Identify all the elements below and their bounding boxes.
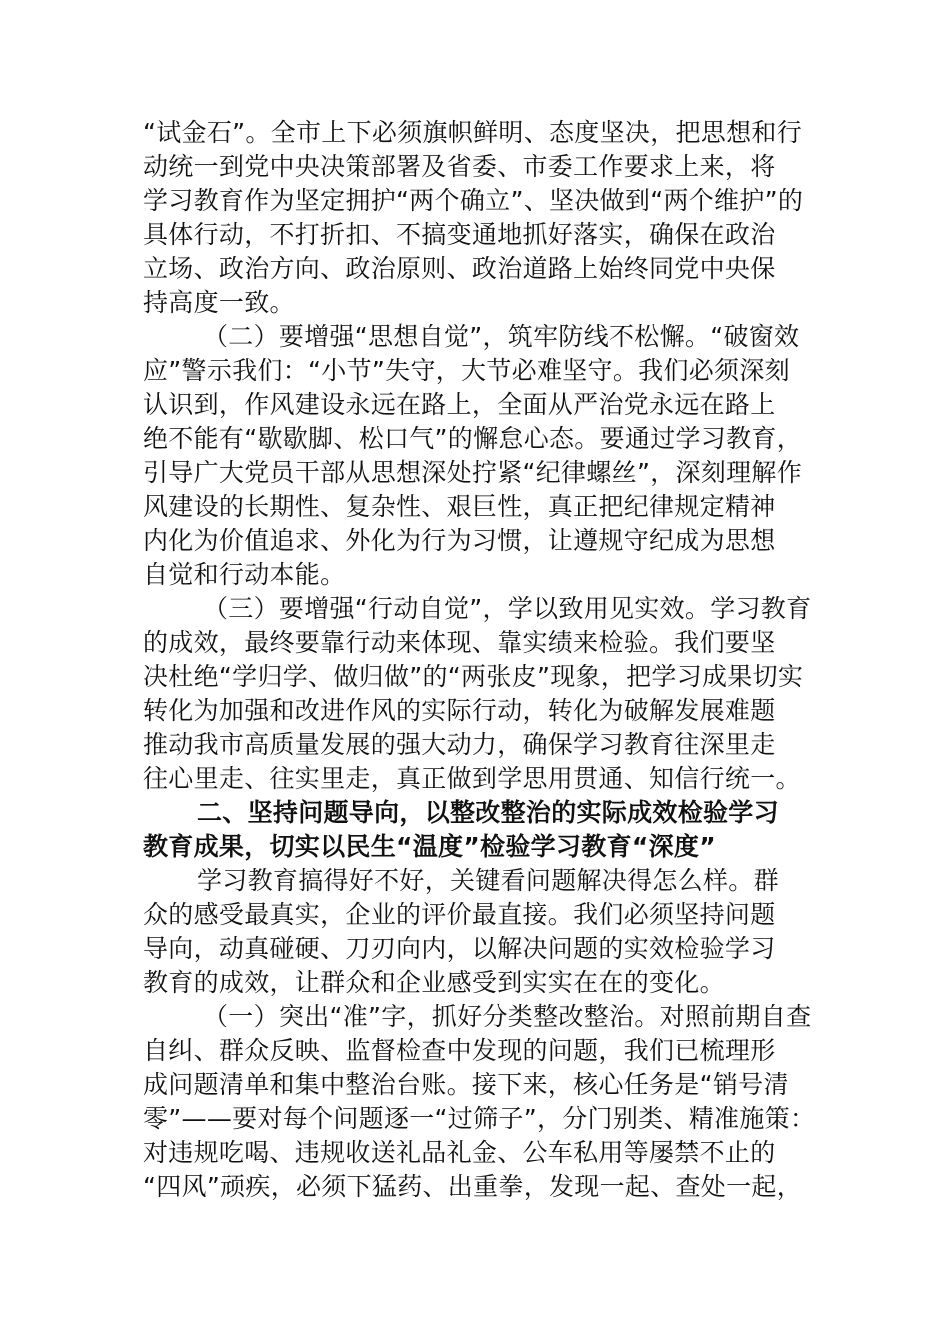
text-line: 成问题清单和集中整治台账。接下来，核心任务是“销号清 [143,1070,789,1099]
paragraph-start: （一）突出“准”字，抓好分类整改整治。对照前期自查 [203,1002,812,1031]
text-line: 推动我市高质量发展的强大动力，确保学习教育往深里走 [143,730,776,759]
text-line: 众的感受最真实，企业的评价最直接。我们必须坚持问题 [143,900,776,929]
section-heading: 二、坚持问题导向，以整改整治的实际成效检验学习 [197,798,779,827]
text-line: 往心里走、往实里走，真正做到学思用贯通、知信行统一。 [143,764,801,793]
text-line: 学习教育作为坚定拥护“两个确立”、坚决做到“两个维护”的 [143,186,804,215]
section-heading: 教育成果，切实以民生“温度”检验学习教育“深度” [143,832,716,861]
text-line: 决杜绝“学归学、做归做”的“两张皮”现象，把学习成果切实 [143,662,804,691]
text-line: 的成效，最终要靠行动来体现、靠实绩来检验。我们要坚 [143,628,776,657]
text-line: 转化为加强和改进作风的实际行动，转化为破解发展难题 [143,696,776,725]
text-line: 自觉和行动本能。 [143,560,346,589]
text-line: 持高度一致。 [143,288,295,317]
text-line: 导向，动真碰硬、刀刃向内，以解决问题的实效检验学习 [143,934,776,963]
text-line: 应”警示我们：“小节”失守，大节必难坚守。我们必须深刻 [143,356,790,385]
text-line: 认识到，作风建设永远在路上，全面从严治党永远在路上 [143,390,776,419]
text-line: 零”——要对每个问题逐一“过筛子”，分门别类、精准施策： [143,1104,816,1133]
text-line: 教育的成效，让群众和企业感受到实实在在的变化。 [143,968,725,997]
text-line: “试金石”。全市上下必须旗帜鲜明、态度坚决，把思想和行 [143,118,803,147]
text-line: 引导广大党员干部从思想深处拧紧“纪律螺丝”，深刻理解作 [143,458,803,487]
paragraph-start: 学习教育搞得好不好，关键看问题解决得怎么样。群 [197,866,779,895]
paragraph-start: （三）要增强“行动自觉”，学以致用见实效。学习教育 [203,594,812,623]
text-line: 风建设的长期性、复杂性、艰巨性，真正把纪律规定精神 [143,492,776,521]
text-line: 自纠、群众反映、监督检查中发现的问题，我们已梳理形 [143,1036,776,1065]
text-line: 立场、政治方向、政治原则、政治道路上始终同党中央保 [143,254,776,283]
text-line: 绝不能有“歇歇脚、松口气”的懈怠心态。要通过学习教育， [143,424,803,453]
paragraph-start: （二）要增强“思想自觉”，筑牢防线不松懈。“破窗效 [203,322,800,351]
text-line: 内化为价值追求、外化为行为习惯，让遵规守纪成为思想 [143,526,776,555]
text-line: 对违规吃喝、违规收送礼品礼金、公车私用等屡禁不止的 [143,1138,776,1167]
text-line: 动统一到党中央决策部署及省委、市委工作要求上来，将 [143,152,776,181]
document-body [143,116,833,1204]
text-line: “四风”顽疾，必须下猛药、出重拳，发现一起、查处一起， [143,1172,803,1201]
text-line: 具体行动，不打折扣、不搞变通地抓好落实，确保在政治 [143,220,776,249]
